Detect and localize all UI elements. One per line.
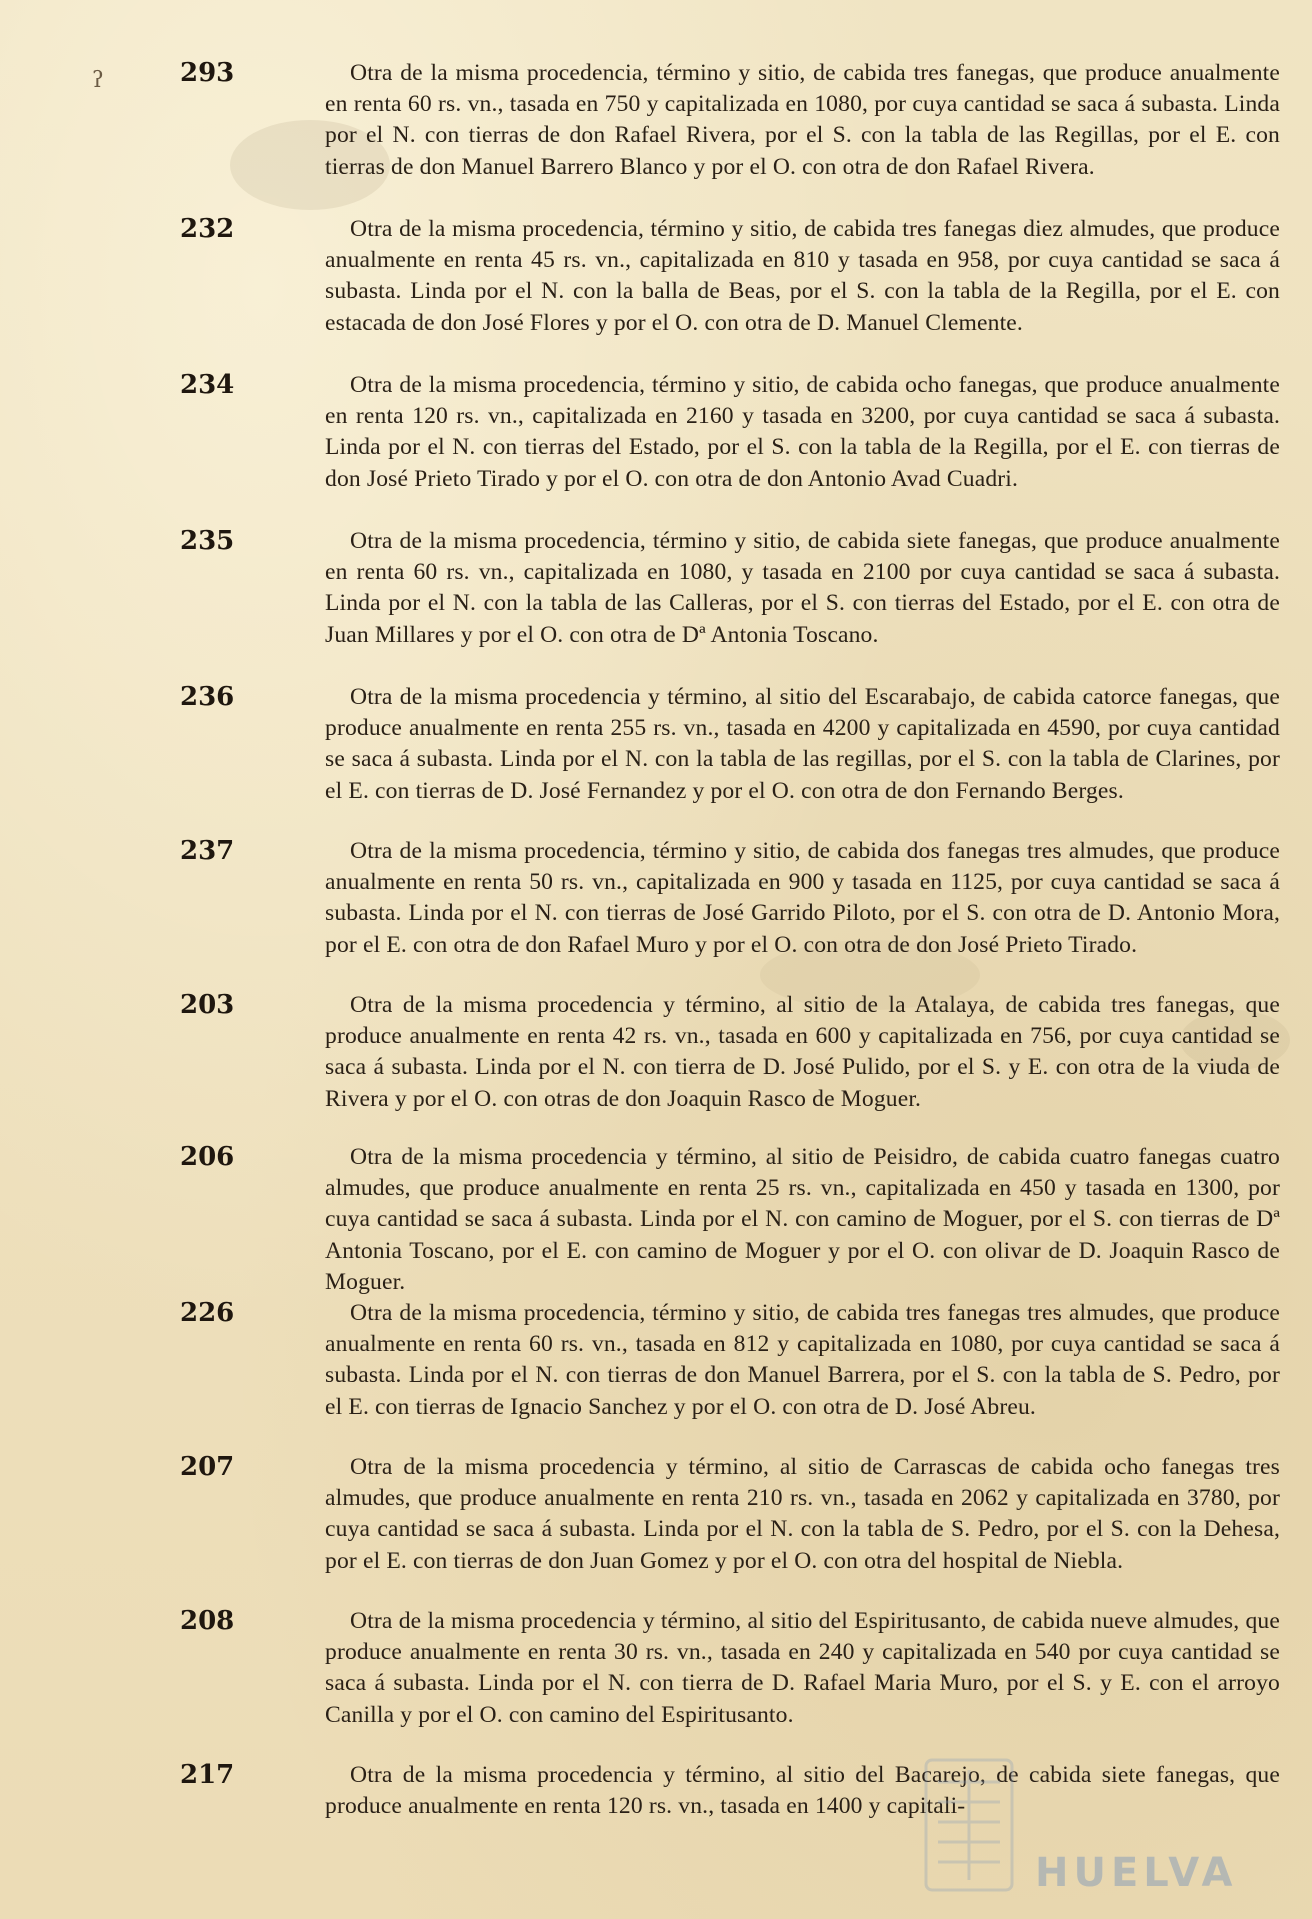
entry-234 [180,370,1280,495]
lot-description: Otra de la misma procedencia y término, al sitio de Carrascas de cabida ocho fanegas tres almudes, que produce anualmente en renta 210 rs. vn., tasada en 2062 y capitalizada en 3780, por cuya cantidad se saca á subasta. Linda por el N. con la tabla de S. Pedro, por el S. con la Dehesa, por el E. con tierras de don Juan Gomez y por el O. con otra del hospital de Niebla. [325,1454,1280,1574]
entry-203 [180,990,1280,1115]
lot-description: Otra de la misma procedencia, término y sitio, de cabida tres fanegas, que produce anualmente en renta 60 rs. vn., tasada en 750 y capitalizada en 1080, por cuya cantidad se saca á subasta. Linda por el N. con tierras de don Rafael Rivera, por el S. con la tabla de las Regillas, por el E. con tierras de don Manuel Barrero Blanco y por el O. con otra de don Rafael Rivera. [325,60,1280,180]
lot-description: Otra de la misma procedencia y término, al sitio del Bacarejo, de cabida siete fanegas, que produce anualmente en renta 120 rs. vn., tasada en 1400 y capitali- [325,1762,1280,1820]
lot-number: 293 [180,58,235,88]
entry-208 [180,1606,1280,1731]
lot-description: Otra de la misma procedencia, término y sitio, de cabida ocho fanegas, que produce anualmente en renta 120 rs. vn., capitalizada en 2160 y tasada en 3200, por cuya cantidad se saca á subasta. Linda por el N. con tierras del Estado, por el S. con la tabla de la Regilla, por el E. con tierras de don José Prieto Tirado y por el O. con otra de don Antonio Avad Cuadri. [325,372,1280,492]
entry-226 [180,1298,1280,1423]
lot-number: 208 [180,1606,235,1636]
lot-number: 226 [180,1298,235,1328]
lot-description: Otra de la misma procedencia y término, al sitio del Espiritusanto, de cabida nueve almudes, que produce anualmente en renta 30 rs. vn., tasada en 240 y capitalizada en 540 por cuya cantidad se saca á subasta. Linda por el N. con tierra de D. Rafael Maria Muro, por el S. y E. con el arroyo Canilla y por el O. con camino del Espiritusanto. [325,1608,1280,1728]
entry-236 [180,682,1280,807]
lot-description: Otra de la misma procedencia, término y sitio, de cabida tres fanegas tres almudes, que produce anualmente en renta 60 rs. vn., tasada en 812 y capitalizada en 1080, por cuya cantidad se saca á subasta. Linda por el N. con tierras de don Manuel Barrera, por el S. con la tabla de S. Pedro, por el E. con tierras de Ignacio Sanchez y por el O. con otra de D. José Abreu. [325,1300,1280,1420]
lot-description: Otra de la misma procedencia, término y sitio, de cabida dos fanegas tres almudes, que produce anualmente en renta 50 rs. vn., capitalizada en 900 y tasada en 1125, por cuya cantidad se saca á subasta. Linda por el N. con tierras de José Garrido Piloto, por el S. con otra de D. Antonio Mora, por el E. con otra de don Rafael Muro y por el O. con otra de don José Prieto Tirado. [325,838,1280,958]
entry-206 [180,1142,1280,1298]
entry-293 [180,58,1280,183]
lot-number: 203 [180,990,235,1020]
entry-232 [180,214,1280,339]
lot-number: 237 [180,836,235,866]
lot-number: 232 [180,214,235,244]
margin-mark: ʔ [92,68,104,93]
lot-description: Otra de la misma procedencia y término, al sitio de la Atalaya, de cabida tres fanegas, que produce anualmente en renta 42 rs. vn., tasada en 600 y capitalizada en 756, por cuya cantidad se saca á subasta. Linda por el N. con tierra de D. José Pulido, por el S. y E. con otra de la viuda de Rivera y por el O. con otras de don Joaquin Rasco de Moguer. [325,992,1280,1112]
lot-number: 236 [180,682,235,712]
lot-number: 206 [180,1142,235,1172]
lot-number: 235 [180,526,235,556]
entry-237 [180,836,1280,961]
lot-number: 217 [180,1760,235,1790]
lot-description: Otra de la misma procedencia, término y sitio, de cabida siete fanegas, que produce anualmente en renta 60 rs. vn., capitalizada en 1080, y tasada en 2100 por cuya cantidad se saca á subasta. Linda por el N. con la tabla de las Calleras, por el S. con tierras del Estado, por el E. con otra de Juan Millares y por el O. con otra de Dª Antonia Toscano. [325,528,1280,648]
lot-description: Otra de la misma procedencia y término, al sitio de Peisidro, de cabida cuatro fanegas cuatro almudes, que produce anualmente en renta 25 rs. vn., capitalizada en 450 y tasada en 1300, por cuya cantidad se saca á subasta. Linda por el N. con camino de Moguer, por el S. con tierras de Dª Antonia Toscano, por el E. con camino de Moguer y por el O. con olivar de D. Joaquin Rasco de Moguer. [325,1144,1280,1295]
watermark-text: HUELVA [1035,1850,1238,1896]
lot-number: 207 [180,1452,235,1482]
lot-description: Otra de la misma procedencia y término, al sitio del Escarabajo, de cabida catorce fanegas, que produce anualmente en renta 255 rs. vn., tasada en 4200 y capitalizada en 4590, por cuya cantidad se saca á subasta. Linda por el N. con la tabla de las regillas, por el S. con la tabla de Clarines, por el E. con tierras de D. José Fernandez y por el O. con otra de don Fernando Berges. [325,684,1280,804]
entry-235 [180,526,1280,651]
lot-number: 234 [180,370,235,400]
entry-207 [180,1452,1280,1577]
lot-description: Otra de la misma procedencia, término y sitio, de cabida tres fanegas diez almudes, que produce anualmente en renta 45 rs. vn., capitalizada en 810 y tasada en 958, por cuya cantidad se saca á subasta. Linda por el N. con la balla de Beas, por el S. con la tabla de la Regilla, por el E. con estacada de don José Flores y por el O. con otra de D. Manuel Clemente. [325,216,1280,336]
